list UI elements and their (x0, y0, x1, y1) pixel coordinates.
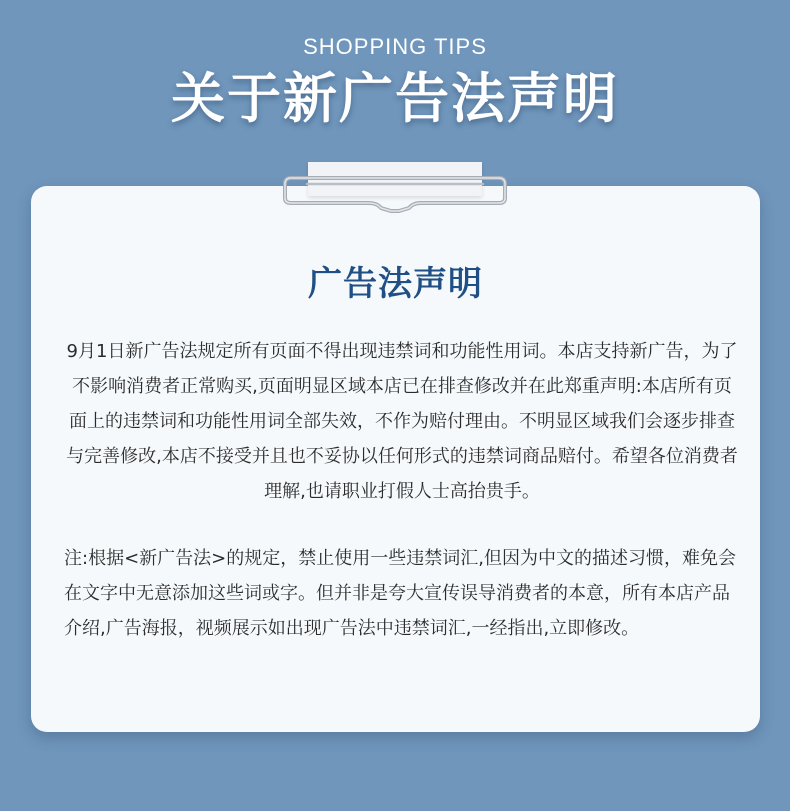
paper-clip-icon (281, 170, 509, 214)
note-paragraph: 注:根据<新广告法>的规定，禁止使用一些违禁词汇,但因为中文的描述习惯，难免会在文字中无意添加这些词或字。但并非是夸大宣传误导消费者的本意，所有本店产品介绍,广告海报，视频展示如出现广告法中违禁词汇,一经指出,立即修改。 (64, 548, 736, 639)
statement-paragraph: 9月1日新广告法规定所有页面不得出现违禁词和功能性用词。本店支持新广告，为了不影响消费者正常购买,页面明显区域本店已在排查修改并在此郑重声明:本店所有页面上的违禁词和功能性用词全部失效，不作为赔付理由。不明显区域我们会逐步排查与完善修改,本店不接受并且也不妥协以任何形式的违禁词商品赔付。希望各位消费者理解,也请职业打假人士高抬贵手。 (66, 341, 738, 502)
card-title: 广告法声明 (308, 264, 483, 304)
eyebrow-text: SHOPPING TIPS (303, 34, 487, 59)
page-title: 关于新广告法声明 (171, 67, 619, 130)
